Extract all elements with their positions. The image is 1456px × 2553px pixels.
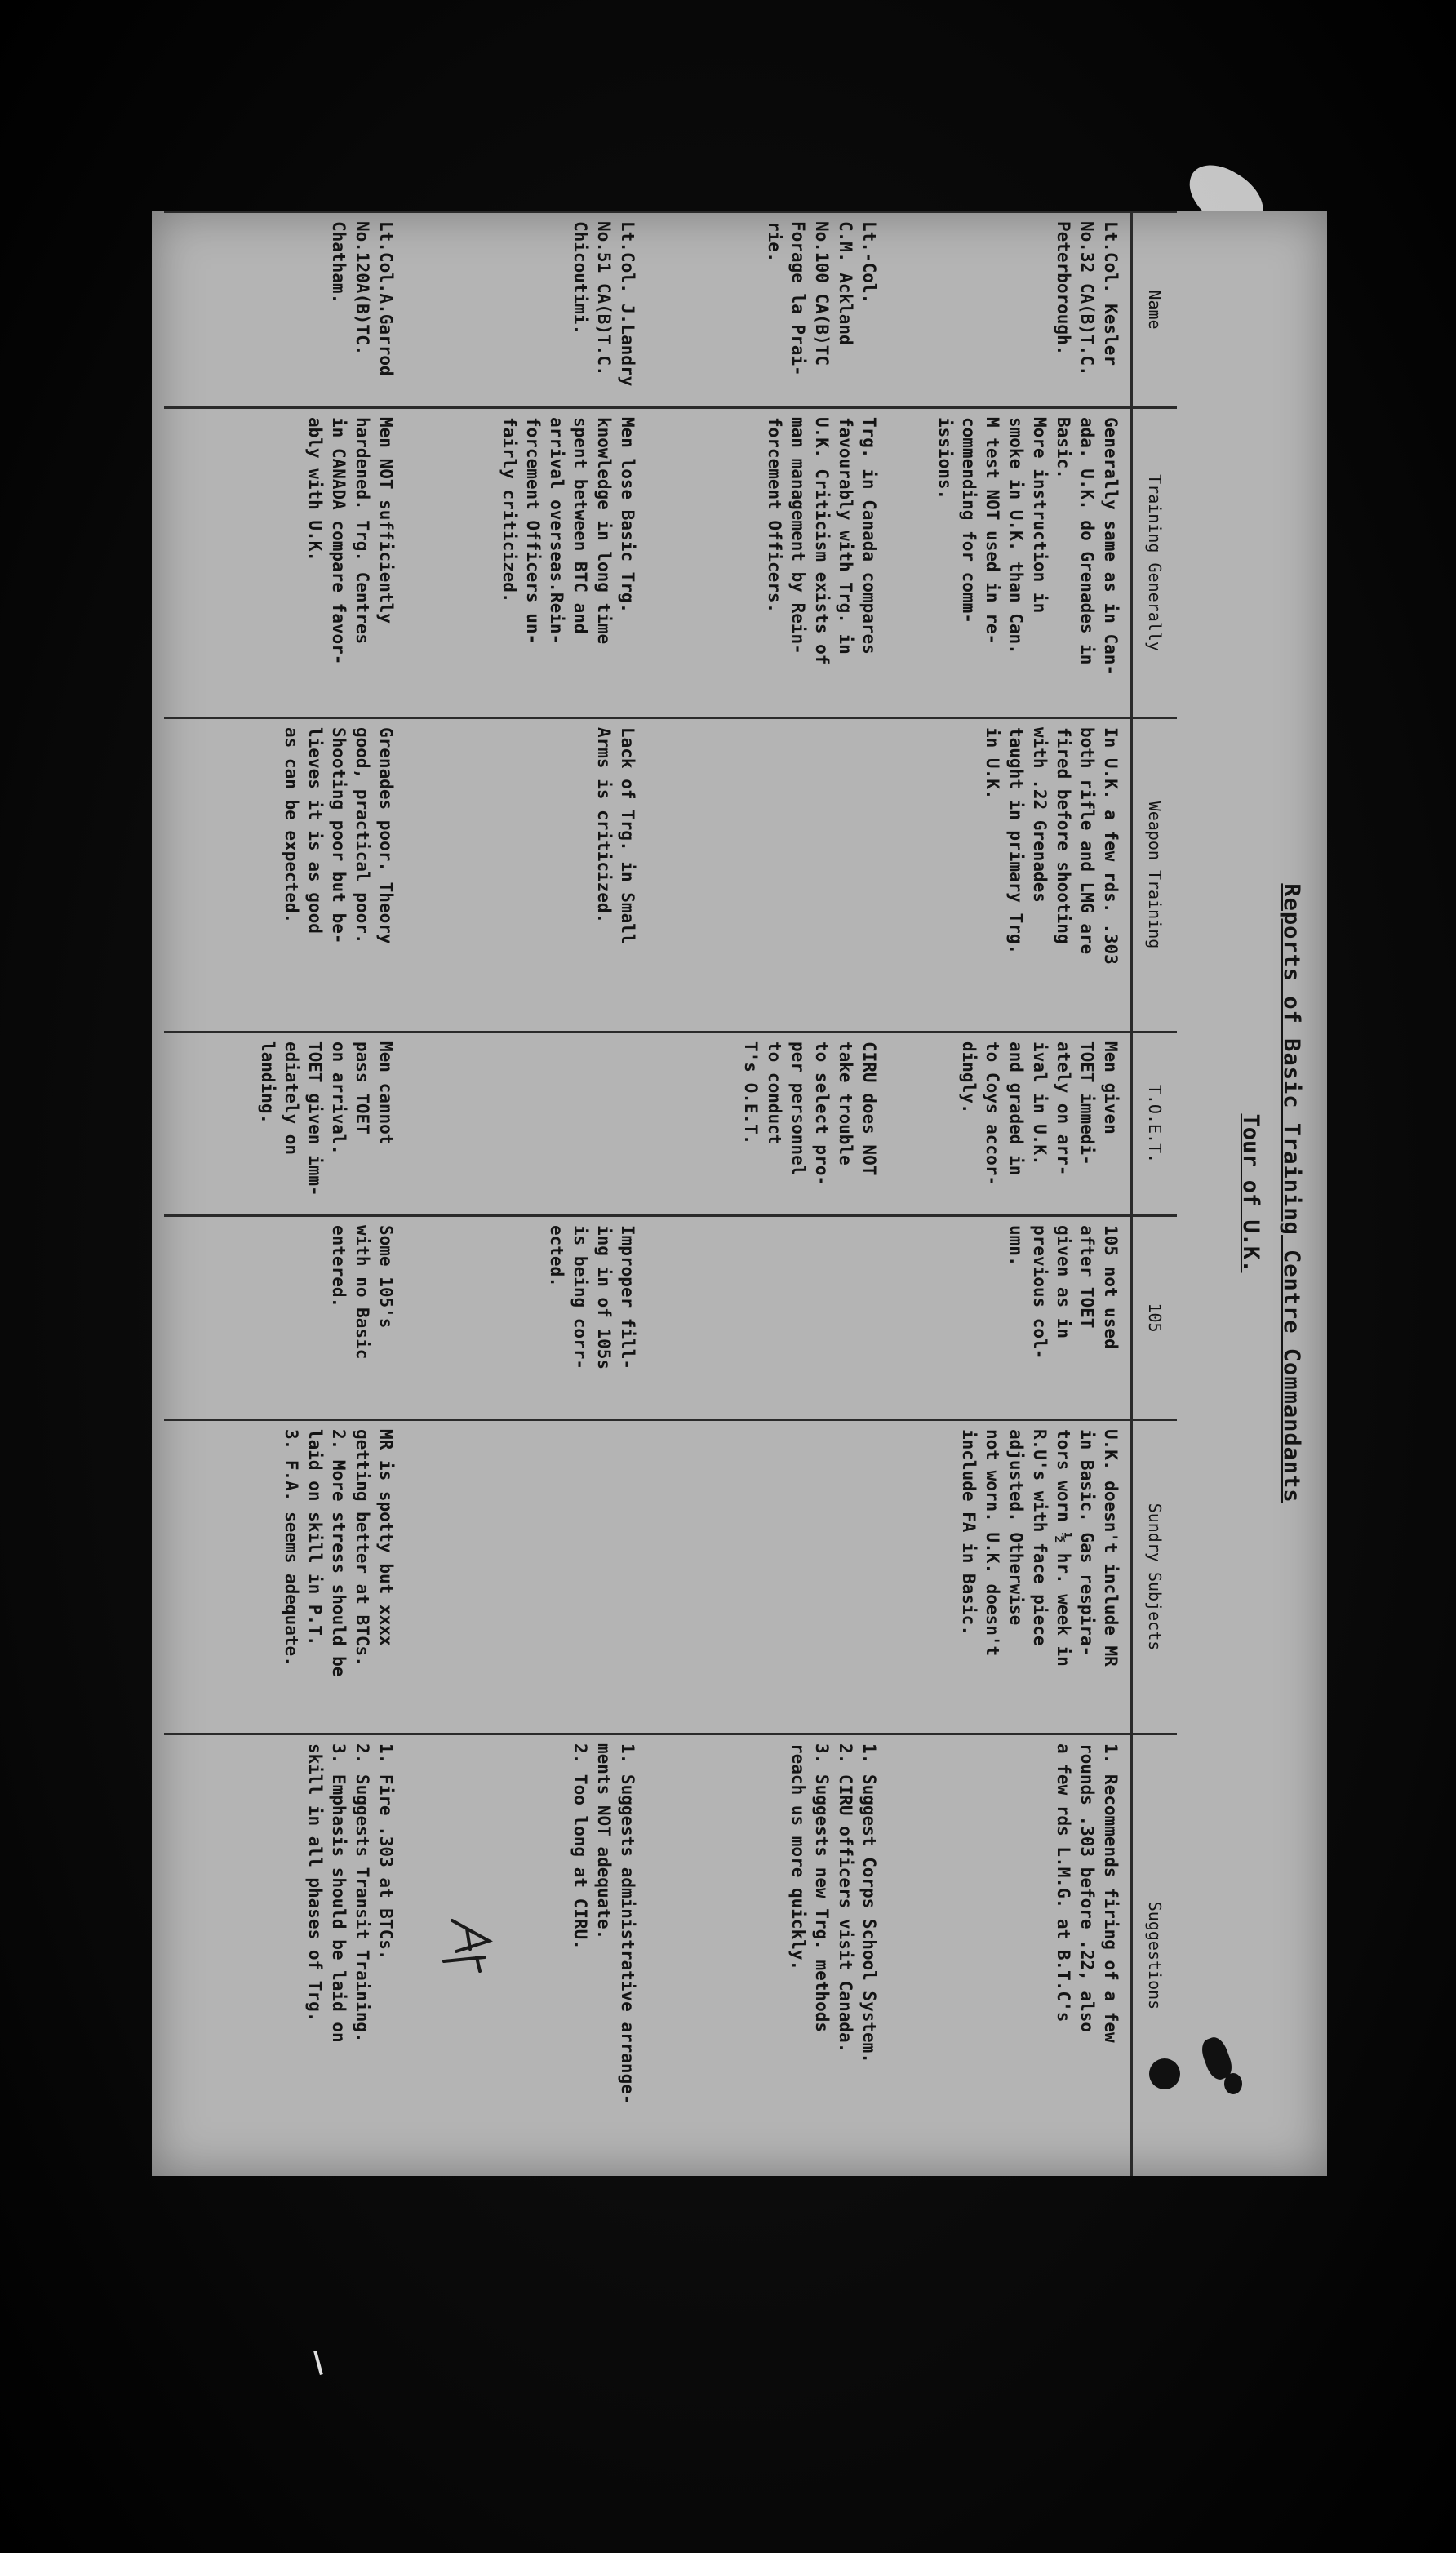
cell-training: Men NOT sufficiently hardened. Trg. Centres in CANADA compare favor- ably with U.K. — [164, 408, 406, 718]
cell-105: Some 105's with no Basic entered. — [164, 1216, 406, 1420]
cell-weapon: Grenades poor. Theory good, practical poor. Shooting poor but be- lieves it is as good as can be expected. — [164, 718, 406, 1032]
cell-suggestions: 1. Recommends firing of a few rounds .303 before .22, also a few rds L.M.G. at B.T.C's — [889, 1734, 1132, 2177]
cell-toet: Men cannot pass TOET on arrival. TOET given imm- ediately on landing. — [164, 1032, 406, 1216]
cell-105: Improper fill- ing in of 105s is being corr- ected. — [406, 1216, 647, 1420]
cell-toet — [406, 1032, 647, 1216]
col-header-suggestions: Suggestions — [1132, 1734, 1178, 2177]
col-header-toet: T.O.E.T. — [1132, 1032, 1178, 1216]
cell-name: Lt.Col. Kesler No.32 CA(B)T.C. Peterborough. — [889, 212, 1132, 408]
cell-weapon: Lack of Trg. in Small Arms is criticized. — [406, 718, 647, 1032]
table-row — [889, 212, 1132, 2177]
ink-spot — [1224, 2073, 1242, 2094]
report-table — [164, 211, 1177, 2176]
cell-105: 105 not used after TOET given as in previous col- umn. — [889, 1216, 1132, 1420]
rotated-document — [152, 211, 1327, 2176]
cell-name: Lt.-Col. C.M. Ackland No.100 CA(B)TC Forage la Prai- rie. — [647, 212, 889, 408]
ink-spot — [1149, 2058, 1180, 2089]
col-header-training: Training Generally — [1132, 408, 1178, 718]
cell-suggestions: 1. Fire .303 at BTCs. 2. Suggests Transit Training. 3. Emphasis should be laid on skill in all phases of Trg. — [164, 1734, 406, 2177]
cell-weapon: In U.K. a few rds. .303 both rifle and LMG are fired before shooting with .22 Grenades taught in primary Trg. in U.K. — [889, 718, 1132, 1032]
col-header-sundry: Sundry Subjects — [1132, 1420, 1178, 1734]
document-subtitle: Tour of U.K. — [1238, 1113, 1263, 1273]
cell-name: Lt.Col. J.Landry No.51 CA(B)T.C. Chicoutimi. — [406, 212, 647, 408]
document-title: Reports of Basic Training Centre Commandants — [1279, 883, 1304, 1503]
cell-training: Trg. in Canada compares favourably with Trg. in U.K. Criticism exists of man management by Rein- forcement Officers. — [647, 408, 889, 718]
cell-105 — [647, 1216, 889, 1420]
cell-name: Lt.Col.A.Garrod No.120A(B)TC. Chatham. — [164, 212, 406, 408]
document-page — [152, 211, 1327, 2176]
cell-sundry: MR is spotty but xxxx getting better at BTCs. 2. More stress should be laid on skill in P.T. 3. F.A. seems adequate. — [164, 1420, 406, 1734]
cell-sundry: U.K. doesn't include MR in Basic. Gas respira- tors worn ½ hr. week in R.U's with face piece adjusted. Otherwise not worn. U.K. doesn't include FA in Basic. — [889, 1420, 1132, 1734]
cell-training: Men lose Basic Trg. knowledge in long time spent between BTC and arrival overseas.Rein- forcement Officers un- fairly criticized. — [406, 408, 647, 718]
cell-toet: Men given TOET immedi- ately on arr- ival in U.K. and graded in to Coys accor- dingly. — [889, 1032, 1132, 1216]
header-row — [1132, 212, 1178, 2177]
col-header-105: 105 — [1132, 1216, 1178, 1420]
col-header-name: Name — [1132, 212, 1178, 408]
cell-sundry — [647, 1420, 889, 1734]
col-header-weapon: Weapon Training — [1132, 718, 1178, 1032]
table-row — [647, 212, 889, 2177]
table-row — [406, 212, 647, 2177]
cell-suggestions: 1. Suggests administrative arrange- ments NOT adequate. 2. Too long at CIRU. — [406, 1734, 647, 2177]
cell-training: Generally same as in Can- ada. U.K. do Grenades in Basic. More instruction in smoke in U.K. than Can. M test NOT used in re- commending for comm- issions. — [889, 408, 1132, 718]
cell-suggestions: 1. Suggest Corps School System. 2. CIRU officers visit Canada. 3. Suggests new Trg. methods reach us more quickly. — [647, 1734, 889, 2177]
handwritten-mark — [436, 1912, 501, 1978]
cell-sundry — [406, 1420, 647, 1734]
table-row — [164, 212, 406, 2177]
cell-toet: CIRU does NOT take trouble to select pro- per personnel to conduct T's O.E.T. — [647, 1032, 889, 1216]
cell-weapon — [647, 718, 889, 1032]
